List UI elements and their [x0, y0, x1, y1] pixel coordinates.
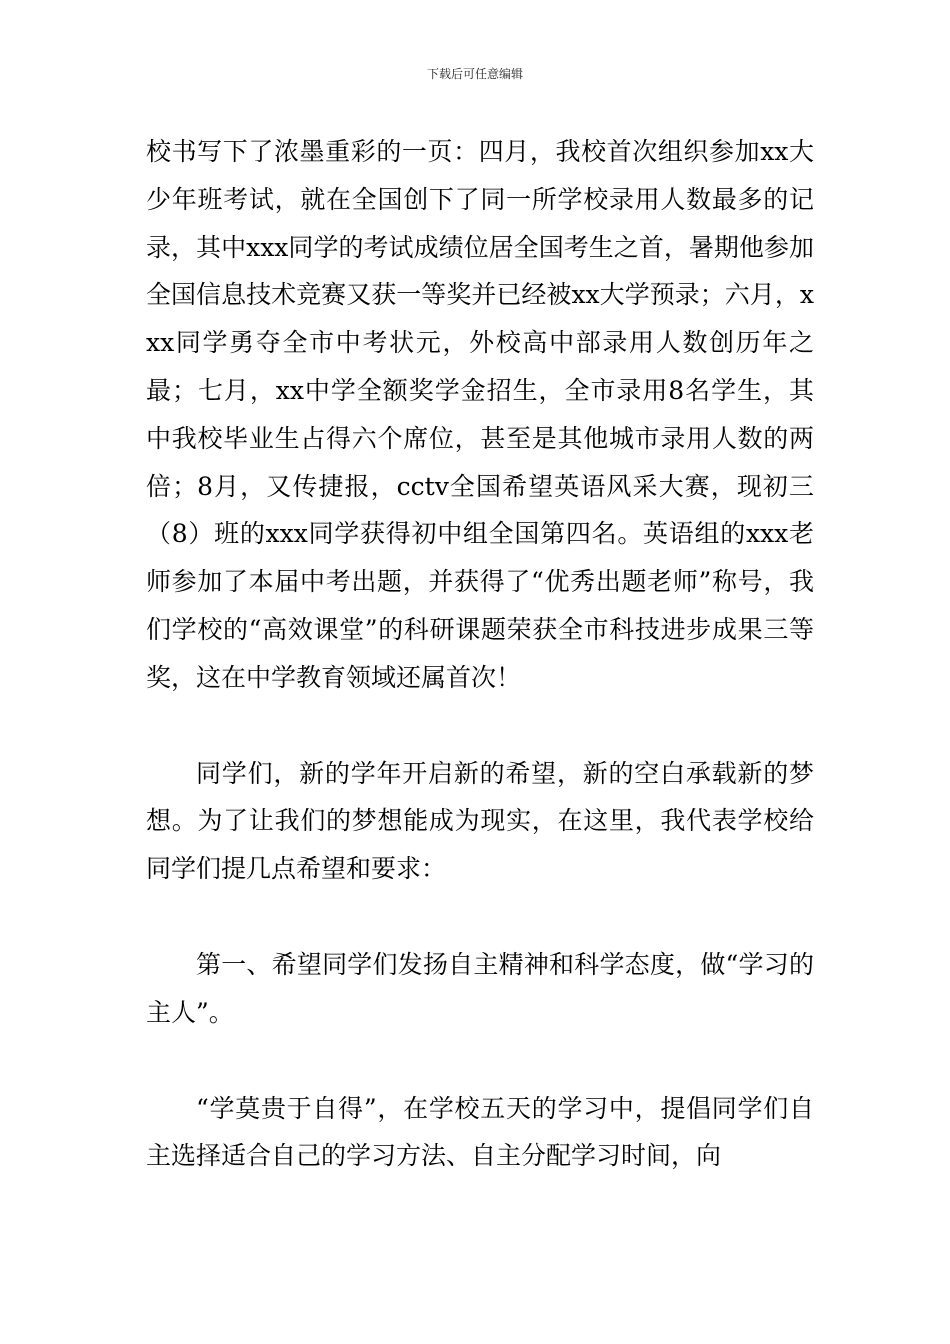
page-header: 下载后可任意编辑: [426, 67, 523, 81]
paragraph-achievements: 校书写下了浓墨重彩的一页：四月，我校首次组织参加xx大少年班考试，就在全国创下了同一所学校录用人数最多的记录，其中xxx同学的考试成绩位居全国考生之首，暑期他参加全国信息技术竞赛又获一等奖并已经被xx大学预录；六月，xxx同学勇夺全市中考状元，外校高中部录用人数创历年之最；七月，xx中学全额奖学金招生，全市录用8名学生，其中我校毕业生占得六个席位，甚至是其他城市录用人数的两倍；8月，又传捷报，cctv全国希望英语风采大赛，现初三（8）班的xxx同学获得初中组全国第四名。英语组的xxx老师参加了本届中考出题，并获得了“优秀出题老师”称号，我们学校的“高效课堂”的科研课题荣获全市科技进步成果三等奖，这在中学教育领域还属首次！: [146, 137, 814, 692]
paragraph-self-learning: “学莫贵于自得”，在学校五天的学习中，提倡同学们自主选择适合自己的学习方法、自主分配学习时间，向: [146, 1093, 814, 1171]
paragraph-new-school-year: 同学们，新的学年开启新的希望，新的空白承载新的梦想。为了让我们的梦想能成为现实，在这里，我代表学校给同学们提几点希望和要求：: [146, 758, 814, 884]
paragraph-first-requirement: 第一、希望同学们发扬自主精神和科学态度，做“学习的主人”。: [146, 949, 814, 1027]
document-body: [146, 128, 814, 1180]
